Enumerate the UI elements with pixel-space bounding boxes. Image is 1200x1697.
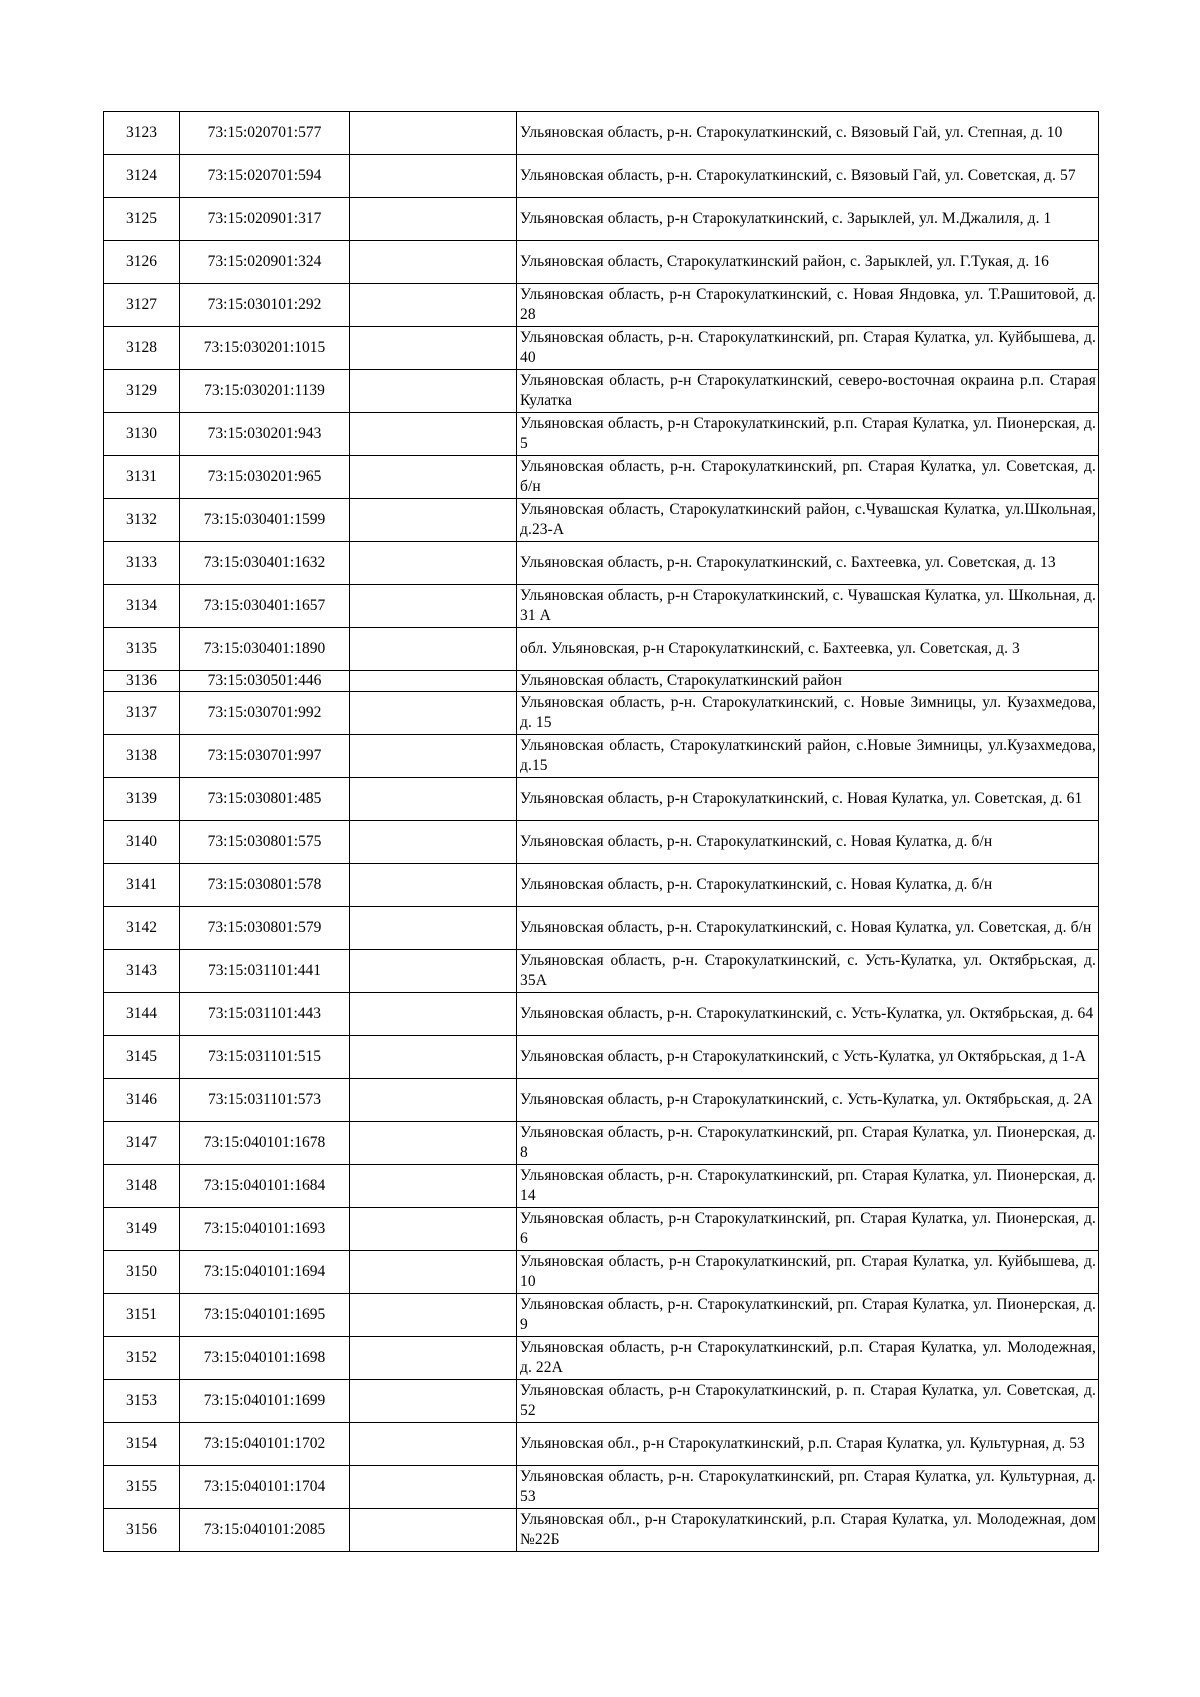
- table-row: [104, 1294, 1099, 1337]
- cadastral-number-cell: 73:15:040101:2085: [180, 1509, 350, 1552]
- cadastral-number-cell: 73:15:030401:1632: [180, 542, 350, 585]
- cadastral-number-cell: 73:15:040101:1684: [180, 1165, 350, 1208]
- empty-cell: [350, 1337, 517, 1380]
- address-cell: Ульяновская область, р-н Старокулаткинский, рп. Старая Кулатка, ул. Пионерская, д. 6: [517, 1208, 1099, 1251]
- cadastral-number-cell: 73:15:020901:324: [180, 241, 350, 284]
- table-row: [104, 1423, 1099, 1466]
- row-number-cell: 3143: [104, 950, 180, 993]
- address-cell: Ульяновская область, р-н Старокулаткинский, с. Новая Кулатка, ул. Советская, д. 61: [517, 778, 1099, 821]
- row-number-cell: 3151: [104, 1294, 180, 1337]
- empty-cell: [350, 671, 517, 692]
- row-number-cell: 3138: [104, 735, 180, 778]
- empty-cell: [350, 1294, 517, 1337]
- table-row: [104, 1380, 1099, 1423]
- cadastral-number-cell: 73:15:040101:1704: [180, 1466, 350, 1509]
- row-number-cell: 3153: [104, 1380, 180, 1423]
- table-row: [104, 950, 1099, 993]
- empty-cell: [350, 370, 517, 413]
- table-row: [104, 907, 1099, 950]
- table-row: [104, 864, 1099, 907]
- cadastral-number-cell: 73:15:040101:1678: [180, 1122, 350, 1165]
- address-cell: Ульяновская область, р-н Старокулаткинский, с. Усть-Кулатка, ул. Октябрьская, д. 2А: [517, 1079, 1099, 1122]
- empty-cell: [350, 198, 517, 241]
- row-number-cell: 3156: [104, 1509, 180, 1552]
- table-row: [104, 155, 1099, 198]
- row-number-cell: 3129: [104, 370, 180, 413]
- address-cell: Ульяновская область, р-н. Старокулаткинский, с. Усть-Кулатка, ул. Октябрьская, д. 35А: [517, 950, 1099, 993]
- address-cell: Ульяновская область, р-н Старокулаткинский, р.п. Старая Кулатка, ул. Пионерская, д. 5: [517, 413, 1099, 456]
- address-cell: Ульяновская область, р-н Старокулаткинский, с. Новая Яндовка, ул. Т.Рашитовой, д. 28: [517, 284, 1099, 327]
- address-cell: Ульяновская область, р-н. Старокулаткинский, с. Усть-Кулатка, ул. Октябрьская, д. 64: [517, 993, 1099, 1036]
- cadastral-number-cell: 73:15:031101:441: [180, 950, 350, 993]
- empty-cell: [350, 907, 517, 950]
- address-cell: Ульяновская обл., р-н Старокулаткинский, р.п. Старая Кулатка, ул. Молодежная, дом №22Б: [517, 1509, 1099, 1552]
- address-cell: Ульяновская область, р-н. Старокулаткинский, с. Бахтеевка, ул. Советская, д. 13: [517, 542, 1099, 585]
- row-number-cell: 3155: [104, 1466, 180, 1509]
- table-row: [104, 1122, 1099, 1165]
- row-number-cell: 3139: [104, 778, 180, 821]
- cadastral-number-cell: 73:15:030701:992: [180, 692, 350, 735]
- address-cell: Ульяновская область, р-н Старокулаткинский, с. Чувашская Кулатка, ул. Школьная, д. 31 А: [517, 585, 1099, 628]
- cadastral-number-cell: 73:15:030401:1890: [180, 628, 350, 671]
- row-number-cell: 3132: [104, 499, 180, 542]
- address-cell: Ульяновская область, р-н. Старокулаткинский, с. Вязовый Гай, ул. Советская, д. 57: [517, 155, 1099, 198]
- row-number-cell: 3133: [104, 542, 180, 585]
- address-cell: Ульяновская область, р-н Старокулаткинский, р. п. Старая Кулатка, ул. Советская, д. 52: [517, 1380, 1099, 1423]
- table-row: [104, 692, 1099, 735]
- cadastral-number-cell: 73:15:040101:1702: [180, 1423, 350, 1466]
- empty-cell: [350, 542, 517, 585]
- table-row: [104, 456, 1099, 499]
- empty-cell: [350, 1509, 517, 1552]
- row-number-cell: 3136: [104, 671, 180, 692]
- address-cell: Ульяновская область, р-н. Старокулаткинский, с. Новая Кулатка, д. б/н: [517, 821, 1099, 864]
- table-row: [104, 1509, 1099, 1552]
- cadastral-number-cell: 73:15:030401:1657: [180, 585, 350, 628]
- address-cell: Ульяновская область, р-н. Старокулаткинский, с. Новая Кулатка, ул. Советская, д. б/н: [517, 907, 1099, 950]
- empty-cell: [350, 1079, 517, 1122]
- address-cell: Ульяновская обл., р-н Старокулаткинский, р.п. Старая Кулатка, ул. Культурная, д. 53: [517, 1423, 1099, 1466]
- row-number-cell: 3126: [104, 241, 180, 284]
- table-row: [104, 327, 1099, 370]
- cadastral-number-cell: 73:15:040101:1698: [180, 1337, 350, 1380]
- table-row: [104, 241, 1099, 284]
- address-cell: Ульяновская область, р-н. Старокулаткинский, с. Вязовый Гай, ул. Степная, д. 10: [517, 112, 1099, 155]
- cadastral-number-cell: 73:15:030801:485: [180, 778, 350, 821]
- cadastral-number-cell: 73:15:030201:1139: [180, 370, 350, 413]
- row-number-cell: 3130: [104, 413, 180, 456]
- cadastral-number-cell: 73:15:031101:573: [180, 1079, 350, 1122]
- empty-cell: [350, 778, 517, 821]
- table-row: [104, 993, 1099, 1036]
- empty-cell: [350, 585, 517, 628]
- row-number-cell: 3141: [104, 864, 180, 907]
- address-cell: Ульяновская область, р-н Старокулаткинский, р.п. Старая Кулатка, ул. Молодежная, д. 22А: [517, 1337, 1099, 1380]
- table-row: [104, 413, 1099, 456]
- empty-cell: [350, 1423, 517, 1466]
- cadastral-number-cell: 73:15:031101:515: [180, 1036, 350, 1079]
- row-number-cell: 3145: [104, 1036, 180, 1079]
- cadastral-number-cell: 73:15:040101:1693: [180, 1208, 350, 1251]
- row-number-cell: 3128: [104, 327, 180, 370]
- table-row: [104, 628, 1099, 671]
- address-cell: Ульяновская область, р-н. Старокулаткинский, с. Новая Кулатка, д. б/н: [517, 864, 1099, 907]
- address-cell: обл. Ульяновская, р-н Старокулаткинский, с. Бахтеевка, ул. Советская, д. 3: [517, 628, 1099, 671]
- row-number-cell: 3137: [104, 692, 180, 735]
- empty-cell: [350, 1251, 517, 1294]
- table-row: [104, 198, 1099, 241]
- empty-cell: [350, 735, 517, 778]
- address-cell: Ульяновская область, р-н Старокулаткинский, с Усть-Кулатка, ул Октябрьская, д 1-А: [517, 1036, 1099, 1079]
- row-number-cell: 3131: [104, 456, 180, 499]
- table-row: [104, 499, 1099, 542]
- cadastral-number-cell: 73:15:030101:292: [180, 284, 350, 327]
- address-cell: Ульяновская область, р-н. Старокулаткинский, с. Новые Зимницы, ул. Кузахмедова, д. 15: [517, 692, 1099, 735]
- table-row: [104, 1337, 1099, 1380]
- row-number-cell: 3140: [104, 821, 180, 864]
- table-row: [104, 735, 1099, 778]
- table-row: [104, 112, 1099, 155]
- empty-cell: [350, 1122, 517, 1165]
- cadastral-number-cell: 73:15:030701:997: [180, 735, 350, 778]
- cadastral-number-cell: 73:15:020701:594: [180, 155, 350, 198]
- cadastral-number-cell: 73:15:031101:443: [180, 993, 350, 1036]
- empty-cell: [350, 327, 517, 370]
- row-number-cell: 3124: [104, 155, 180, 198]
- address-cell: Ульяновская область, р-н. Старокулаткинский, рп. Старая Кулатка, ул. Пионерская, д. 9: [517, 1294, 1099, 1337]
- empty-cell: [350, 456, 517, 499]
- cadastral-number-cell: 73:15:040101:1699: [180, 1380, 350, 1423]
- empty-cell: [350, 1208, 517, 1251]
- address-cell: Ульяновская область, р-н. Старокулаткинский, рп. Старая Кулатка, ул. Пионерская, д. 8: [517, 1122, 1099, 1165]
- address-cell: Ульяновская область, р-н Старокулаткинский, с. Зарыклей, ул. М.Джалиля, д. 1: [517, 198, 1099, 241]
- registry-table: [103, 111, 1099, 1552]
- row-number-cell: 3146: [104, 1079, 180, 1122]
- row-number-cell: 3154: [104, 1423, 180, 1466]
- address-cell: Ульяновская область, р-н. Старокулаткинский, рп. Старая Кулатка, ул. Пионерская, д. 14: [517, 1165, 1099, 1208]
- cadastral-number-cell: 73:15:030201:965: [180, 456, 350, 499]
- address-cell: Ульяновская область, Старокулаткинский район, с.Чувашская Кулатка, ул.Школьная, д.23-А: [517, 499, 1099, 542]
- address-cell: Ульяновская область, р-н. Старокулаткинский, рп. Старая Кулатка, ул. Куйбышева, д. 40: [517, 327, 1099, 370]
- cadastral-number-cell: 73:15:030201:1015: [180, 327, 350, 370]
- table-row: [104, 1165, 1099, 1208]
- row-number-cell: 3125: [104, 198, 180, 241]
- row-number-cell: 3123: [104, 112, 180, 155]
- address-cell: Ульяновская область, р-н. Старокулаткинский, рп. Старая Кулатка, ул. Культурная, д. 53: [517, 1466, 1099, 1509]
- cadastral-number-cell: 73:15:030801:578: [180, 864, 350, 907]
- table-row: [104, 1036, 1099, 1079]
- table-row: [104, 778, 1099, 821]
- row-number-cell: 3152: [104, 1337, 180, 1380]
- row-number-cell: 3134: [104, 585, 180, 628]
- row-number-cell: 3149: [104, 1208, 180, 1251]
- table-row: [104, 1466, 1099, 1509]
- row-number-cell: 3142: [104, 907, 180, 950]
- table-row: [104, 1251, 1099, 1294]
- table-row: [104, 1079, 1099, 1122]
- empty-cell: [350, 1036, 517, 1079]
- row-number-cell: 3135: [104, 628, 180, 671]
- address-cell: Ульяновская область, р-н. Старокулаткинский, рп. Старая Кулатка, ул. Советская, д. б/н: [517, 456, 1099, 499]
- table-row: [104, 542, 1099, 585]
- table-row: [104, 585, 1099, 628]
- address-cell: Ульяновская область, Старокулаткинский район, с. Зарыклей, ул. Г.Тукая, д. 16: [517, 241, 1099, 284]
- cadastral-number-cell: 73:15:040101:1694: [180, 1251, 350, 1294]
- empty-cell: [350, 284, 517, 327]
- table-row: [104, 370, 1099, 413]
- address-cell: Ульяновская область, Старокулаткинский район: [517, 671, 1099, 692]
- row-number-cell: 3147: [104, 1122, 180, 1165]
- registry-body: [104, 112, 1099, 1552]
- empty-cell: [350, 864, 517, 907]
- empty-cell: [350, 628, 517, 671]
- table-row: [104, 671, 1099, 692]
- table-row: [104, 1208, 1099, 1251]
- empty-cell: [350, 155, 517, 198]
- empty-cell: [350, 241, 517, 284]
- cadastral-number-cell: 73:15:020701:577: [180, 112, 350, 155]
- empty-cell: [350, 413, 517, 456]
- row-number-cell: 3144: [104, 993, 180, 1036]
- table-row: [104, 821, 1099, 864]
- address-cell: Ульяновская область, р-н Старокулаткинский, северо-восточная окраина р.п. Старая Кулатка: [517, 370, 1099, 413]
- cadastral-number-cell: 73:15:030401:1599: [180, 499, 350, 542]
- table-row: [104, 284, 1099, 327]
- cadastral-number-cell: 73:15:030801:575: [180, 821, 350, 864]
- cadastral-number-cell: 73:15:030201:943: [180, 413, 350, 456]
- address-cell: Ульяновская область, р-н Старокулаткинский, рп. Старая Кулатка, ул. Куйбышева, д. 10: [517, 1251, 1099, 1294]
- empty-cell: [350, 993, 517, 1036]
- empty-cell: [350, 692, 517, 735]
- empty-cell: [350, 821, 517, 864]
- empty-cell: [350, 1380, 517, 1423]
- empty-cell: [350, 1466, 517, 1509]
- empty-cell: [350, 950, 517, 993]
- cadastral-number-cell: 73:15:020901:317: [180, 198, 350, 241]
- empty-cell: [350, 499, 517, 542]
- address-cell: Ульяновская область, Старокулаткинский район, с.Новые Зимницы, ул.Кузахмедова, д.15: [517, 735, 1099, 778]
- row-number-cell: 3150: [104, 1251, 180, 1294]
- cadastral-number-cell: 73:15:040101:1695: [180, 1294, 350, 1337]
- empty-cell: [350, 112, 517, 155]
- cadastral-number-cell: 73:15:030801:579: [180, 907, 350, 950]
- row-number-cell: 3148: [104, 1165, 180, 1208]
- row-number-cell: 3127: [104, 284, 180, 327]
- cadastral-number-cell: 73:15:030501:446: [180, 671, 350, 692]
- empty-cell: [350, 1165, 517, 1208]
